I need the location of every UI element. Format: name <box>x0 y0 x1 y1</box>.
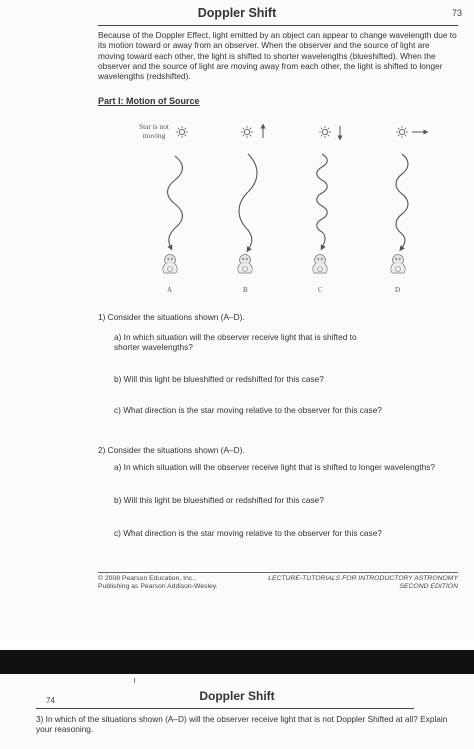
observer-icon <box>163 255 178 274</box>
page-divider-band <box>0 650 474 674</box>
part-heading: Part I: Motion of Source <box>98 96 200 106</box>
footer-book-edition: SECOND EDITION <box>399 583 458 591</box>
case-c <box>313 126 340 273</box>
case-a <box>163 126 188 273</box>
title-rule-2 <box>36 708 414 709</box>
doppler-diagram <box>130 118 450 303</box>
page-title: Doppler Shift <box>197 6 277 20</box>
case-label-b: B <box>243 286 248 294</box>
star-icon <box>319 126 331 138</box>
case-b <box>238 126 263 273</box>
footer-rule <box>98 572 458 573</box>
observer-icon <box>238 255 253 274</box>
case-label-c: C <box>318 286 323 294</box>
case-label-d: D <box>395 286 401 294</box>
question-3: 3) In which of the situations shown (A–D) will the observer receive light that is not Doppler Shifted at all? Explain your reasoning. <box>36 714 448 735</box>
star-label: Star is not moving <box>139 122 169 140</box>
worksheet-page-74 <box>0 674 474 749</box>
light-wave-d <box>396 154 408 249</box>
case-label-a: A <box>167 286 173 294</box>
question-1-stem: 1) Consider the situations shown (A–D). <box>98 312 245 322</box>
intro-paragraph: Because of the Doppler Effect, light emitted by an object can appear to change wavelength due to its motion toward or away from an observer. When the observer and the source of light are moving toward each other, the light is shifted to shorter wavelengths (blueshifted). When the observer and the source of light are moving away from each other, the light is shifted to longer wavelengths (redshifted). <box>98 30 457 82</box>
page-number-2: 74 <box>46 696 55 705</box>
footer-book-title-line1: LECTURE-TUTORIALS FOR INTRODUCTORY ASTRONOMY <box>268 575 458 582</box>
case-d <box>391 126 426 273</box>
observer-icon <box>391 255 406 274</box>
page-title-2: Doppler Shift <box>199 689 275 703</box>
star-icon <box>396 126 408 138</box>
footer-copyright <box>98 575 218 592</box>
footer-copyright-line2: Publishing as Pearson Addison-Wesley. <box>98 583 218 591</box>
question-1b: b) Will this light be blueshifted or redshifted for this case? <box>114 374 324 384</box>
title-rule <box>98 25 458 26</box>
question-2a: a) In which situation will the observer receive light that is shifted to longer wavelengths? <box>114 462 435 472</box>
question-2b: b) Will this light be blueshifted or redshifted for this case? <box>114 495 324 505</box>
light-wave-c <box>317 154 328 248</box>
page-gap <box>0 640 474 650</box>
footer-copyright-line1: © 2008 Pearson Education, Inc., <box>98 575 196 582</box>
page-number: 73 <box>451 8 462 18</box>
question-1a: a) In which situation will the observer receive light that is shifted to shorter wavelengths? <box>114 332 357 353</box>
light-wave-a <box>168 156 183 248</box>
light-wave-b <box>239 154 257 250</box>
star-icon <box>176 126 188 138</box>
question-2-stem: 2) Consider the situations shown (A–D). <box>98 445 245 455</box>
diagram-graphics <box>130 118 450 303</box>
question-2c: c) What direction is the star moving relative to the observer for this case? <box>114 528 382 538</box>
star-icon <box>241 126 253 138</box>
footer-book-title <box>268 575 458 592</box>
scan-mark <box>134 678 135 683</box>
observer-icon <box>313 255 328 274</box>
question-1c: c) What direction is the star moving relative to the observer for this case? <box>114 405 382 415</box>
